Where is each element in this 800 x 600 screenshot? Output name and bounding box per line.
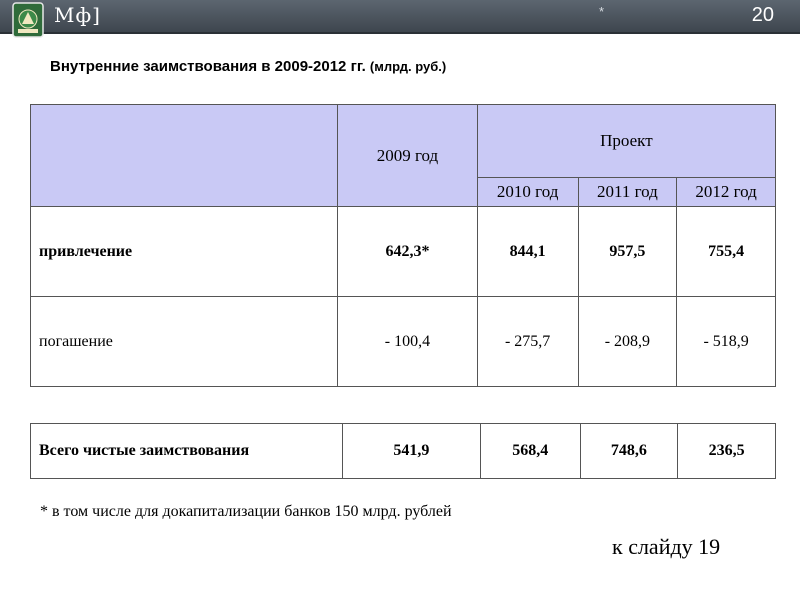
header-year-2012: 2012 год [677,178,776,207]
cell-value: 844,1 [477,207,578,297]
table-row-total [31,424,776,479]
brand-label: Мф] [54,3,101,27]
cell-value: 755,4 [677,207,776,297]
cell-value: 642,3* [338,207,478,297]
table-row-attraction [31,207,776,297]
header-year-2010: 2010 год [477,178,578,207]
cell-value: - 100,4 [338,297,478,387]
total-table [30,423,776,479]
borrowing-table [30,104,776,387]
title-unit: (млрд. руб.) [369,59,447,74]
cell-value: - 275,7 [477,297,578,387]
total-value: 748,6 [580,424,678,479]
header-project: Проект [477,105,775,178]
row-label: погашение [31,297,338,387]
cell-value: - 518,9 [677,297,776,387]
table-row-repayment [31,297,776,387]
total-value: 541,9 [342,424,480,479]
title-main: Внутренние заимствования в 2009-2012 гг. [50,58,366,75]
total-value: 568,4 [480,424,580,479]
top-bar [0,0,800,34]
cell-value: - 208,9 [578,297,677,387]
slide-title [50,58,446,75]
footnote: * в том числе для докапитализации банков 150 млрд. рублей [40,503,452,520]
header-year-2011: 2011 год [578,178,677,207]
page-number: 20 [751,4,774,26]
total-label: Всего чистые заимствования [31,424,343,479]
center-mark: * [599,4,605,19]
total-value: 236,5 [678,424,776,479]
slide-19-link[interactable]: к слайду 19 [612,534,721,559]
header-2009: 2009 год [338,105,478,207]
header-empty-cell [31,105,338,207]
ministry-emblem-icon [12,2,44,38]
row-label: привлечение [31,207,338,297]
cell-value: 957,5 [578,207,677,297]
